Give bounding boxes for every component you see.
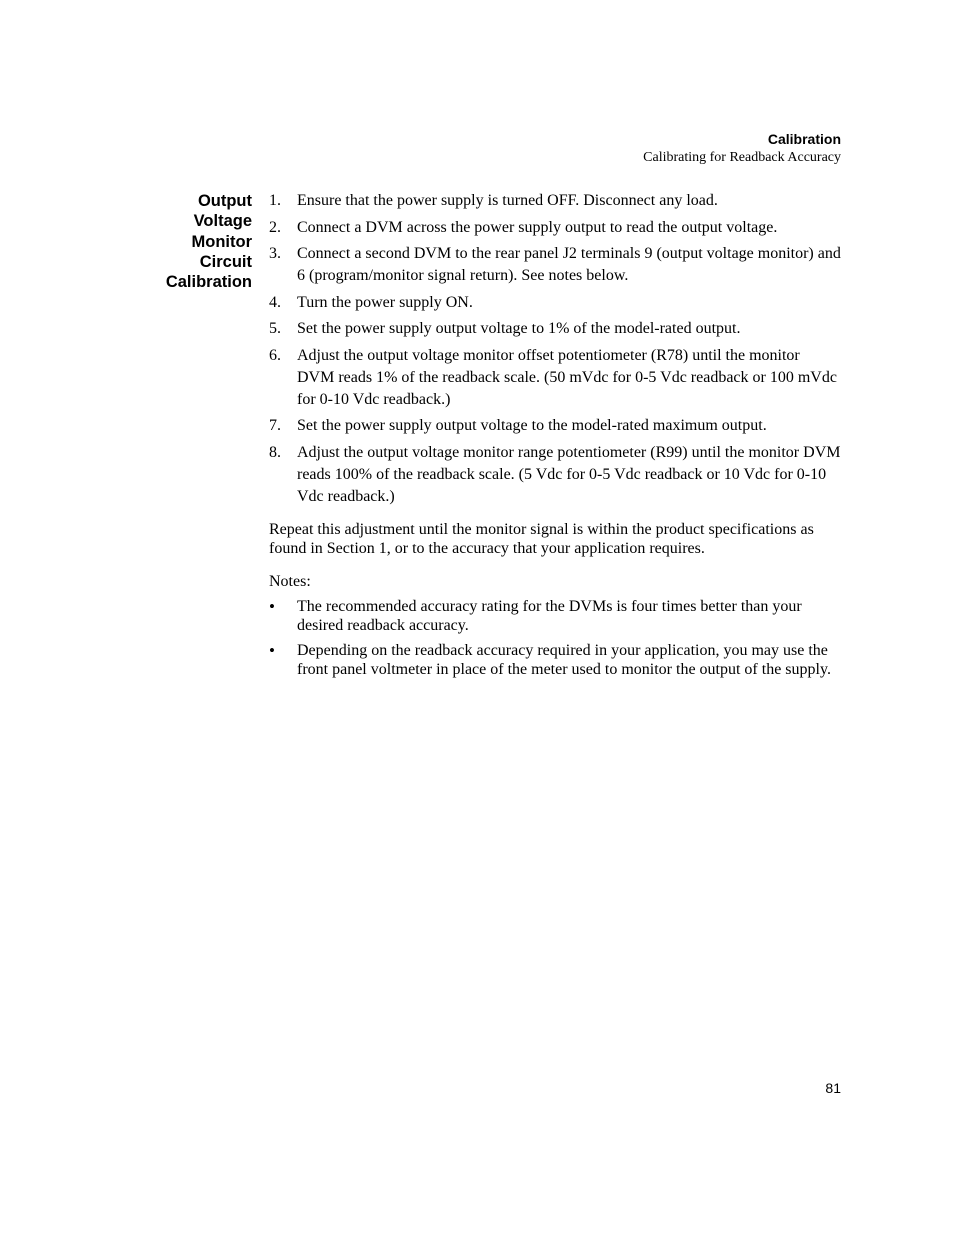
- note-item: [269, 597, 841, 635]
- section-heading: [132, 191, 252, 292]
- main-content: [269, 190, 841, 685]
- step-item: [269, 442, 841, 508]
- step-text: Ensure that the power supply is turned OFF. Disconnect any load.: [297, 192, 718, 209]
- step-text: Set the power supply output voltage to 1% of the model-rated output.: [297, 320, 741, 337]
- section-heading-line: Output: [197, 192, 252, 210]
- page-number: 81: [825, 1080, 841, 1096]
- running-header: [643, 130, 841, 167]
- note-item: [269, 641, 841, 679]
- section-heading-line: Monitor: [191, 232, 252, 251]
- step-number: 1.: [269, 192, 281, 209]
- step-number: 8.: [269, 443, 281, 461]
- section-heading-line: Voltage: [193, 212, 252, 231]
- step-text: Turn the power supply ON.: [297, 293, 473, 311]
- step-item: [269, 243, 841, 287]
- step-number: 2.: [269, 218, 281, 236]
- procedure-steps: [269, 190, 841, 508]
- section-heading-line: Calibration: [165, 273, 252, 292]
- step-item: [269, 217, 841, 239]
- step-item: [269, 318, 841, 340]
- step-text: Set the power supply output voltage to the model-rated maximum output.: [297, 417, 767, 434]
- header-subsection-title: Calibrating for Readback Accuracy: [643, 150, 841, 165]
- step-number: 5.: [269, 320, 281, 337]
- notes-list: [269, 597, 841, 679]
- bullet-icon: •: [269, 641, 275, 660]
- header-section-title: Calibration: [767, 131, 841, 147]
- step-text: Adjust the output voltage monitor offset potentiometer (R78) until the monitor DVM reads 1% of the readback scale. (50 mVdc for 0-5 Vdc readback or 100 mVdc for 0-10 Vdc readback.): [297, 346, 837, 408]
- repeat-paragraph: Repeat this adjustment until the monitor signal is within the product specifications as found in Section 1, or to the accuracy that your application requires.: [269, 520, 814, 557]
- step-text: Adjust the output voltage monitor range potentiometer (R99) until the monitor DVM reads 100% of the readback scale. (5 Vdc for 0-5 Vdc readback or 10 Vdc for 0-10 Vdc readback.): [297, 443, 841, 505]
- step-number: 3.: [269, 245, 281, 262]
- step-item: [269, 292, 841, 314]
- step-text: Connect a DVM across the power supply output to read the output voltage.: [297, 218, 778, 236]
- step-number: 6.: [269, 346, 281, 364]
- note-text: The recommended accuracy rating for the DVMs is four times better than your desired readback accuracy.: [297, 598, 802, 634]
- bullet-icon: •: [269, 597, 275, 616]
- step-item: [269, 345, 841, 411]
- notes-label: Notes:: [269, 572, 311, 590]
- section-heading-line: Circuit: [199, 252, 252, 271]
- step-item: [269, 415, 841, 437]
- step-item: [269, 190, 841, 212]
- step-text: Connect a second DVM to the rear panel J2 terminals 9 (output voltage monitor) and 6 (program/monitor signal return). See notes below.: [297, 245, 841, 284]
- step-number: 7.: [269, 417, 281, 434]
- step-number: 4.: [269, 293, 281, 311]
- note-text: Depending on the readback accuracy required in your application, you may use the front panel voltmeter in place of the meter used to monitor the output of the supply.: [297, 642, 831, 678]
